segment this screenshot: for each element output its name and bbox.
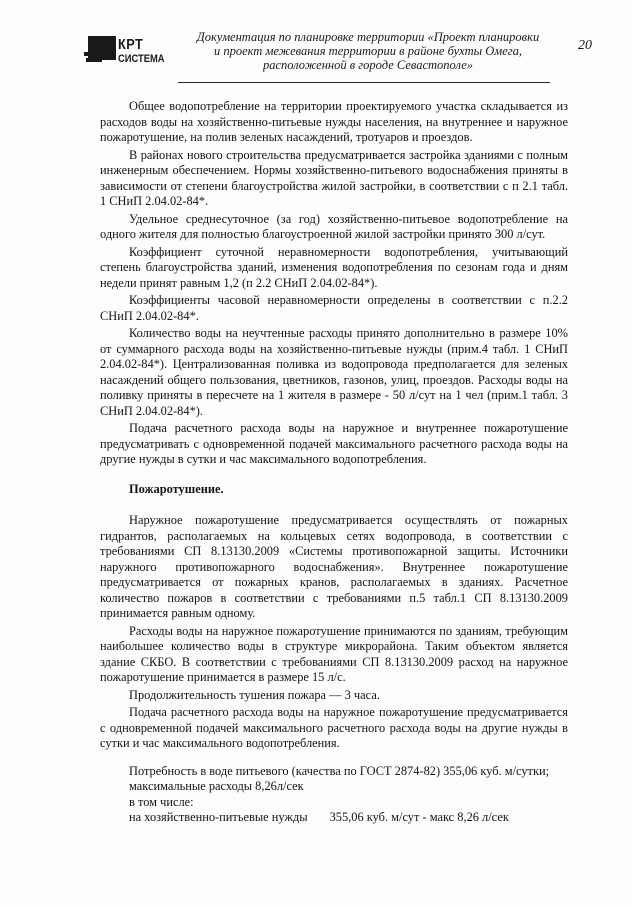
logo-mark-icon [84,34,118,64]
title-line-3: расположенной в городе Севастополе» [262,58,474,72]
paragraph: В районах нового строительства предусматривается застройка зданиями с полным инженерным обеспечением. Нормы хозяйственно-питьевого водоснабжения приняты в зависимости от степени благоустройства жилой застройки, в соответствии с п 2.1 табл. 1 СНиП 2.04.02-84*. [100,147,568,208]
document-title [166,30,570,72]
document-body [100,99,568,826]
water-needs-summary [100,764,568,826]
paragraph: Общее водопотребление на территории проектируемого участка складывается из расходов воды на хозяйственно-питьевые нужды населения, на внутреннее и наружное пожаротушение, на полив зеленых насаждений, тротуаров и проездов. [100,99,568,144]
title-line-1: Документация по планировке территории «Проект планировки [196,30,540,44]
paragraph: Расходы воды на наружное пожаротушение принимаются по зданиям, требующим наибольшее количество воды в структуре микрорайона. Таким объектом является здание СКБО. В соответствии с требованиями СП 8.13130.2009 расход на наружное пожаротушение принимается в размере 15 л/с. [100,623,568,684]
logo-text-krt: КРТ [118,36,144,53]
paragraph: Коэффициент суточной неравномерности водопотребления, учитывающий степень благоустройства зданий, изменения водопотребления по сезонам года и дням недели принят равным 1,2 (п 2.2 СНиП 2.04.02-84*). [100,244,568,290]
paragraph: Продолжительность тушения пожара — 3 часа. [129,687,380,702]
paragraph: Подача расчетного расхода воды на наружное и внутреннее пожаротушение предусматривать с одновременной подачей максимального расчетного расхода воды на другие нужды в сутки и час максимального водопотребления. [100,421,568,466]
title-line-2: и проект межевания территории в районе бухты Омега, [213,44,523,58]
needs-detail-label: на хозяйственно-питьевые нужды [129,810,308,824]
section-heading: Пожаротушение. [129,481,224,496]
needs-line: Потребность в воде питьевого (качества по ГОСТ 2874-82) 355,06 куб. м/сутки; [129,763,550,778]
header-divider [178,82,550,83]
page-header [84,30,602,82]
needs-line: в том числе: [129,794,194,809]
paragraph: Коэффициенты часовой неравномерности определены в соответствии с п.2.2 СНиП 2.04.02-84*. [100,293,568,323]
needs-line-detail [129,810,568,826]
needs-detail-value: 355,06 куб. м/сут - макс 8,26 л/сек [329,810,509,824]
paragraph: Удельное среднесуточное (за год) хозяйственно-питьевое водопотребление на одного жителя для полностью благоустроенной жилой застройки принято 300 л/сут. [100,211,568,241]
page-number: 20 [578,38,592,53]
paragraph: Наружное пожаротушение предусматривается осуществлять от пожарных гидрантов, располагаемых на кольцевых сетях водопровода, в соответствии с требованиями СП 8.13130.2009 «Системы противопожарной защиты. Источники наружного противопожарного водоснабжения». Внутреннее пожаротушение предусматривается от пожарных кранов, располагаемых в зданиях. Расчетное количество пожаров в соответствии с требованиями п.5 табл.1 СП 8.13130.2009 принимается равным одному. [100,513,568,620]
logo-text-sistema: СИСТЕМА [118,53,165,65]
paragraph: Подача расчетного расхода воды на наружное пожаротушение предусматривается с одновременной подачей максимального расчетного расхода воды на другие нужды в сутки и час максимального водопотребления. [100,705,568,750]
paragraph: Количество воды на неучтенные расходы принято дополнительно в размере 10% от суммарного расхода воды на хозяйственно-питьевые нужды (прим.4 табл. 1 СНиП 2.04.02-84*). Централизованная поливка из водопровода предполагается для зеленых насаждений общего пользования, цветников, газонов, улиц, проездов. Расходы воды на поливку приняты в пересчете на 1 жителя в размере - 50 л/сут на 1 чел (прим.1 табл. 3 СНиП 2.04.02-84*). [100,326,568,418]
needs-line: максимальные расходы 8,26л/сек [129,779,304,793]
company-logo [84,34,174,74]
